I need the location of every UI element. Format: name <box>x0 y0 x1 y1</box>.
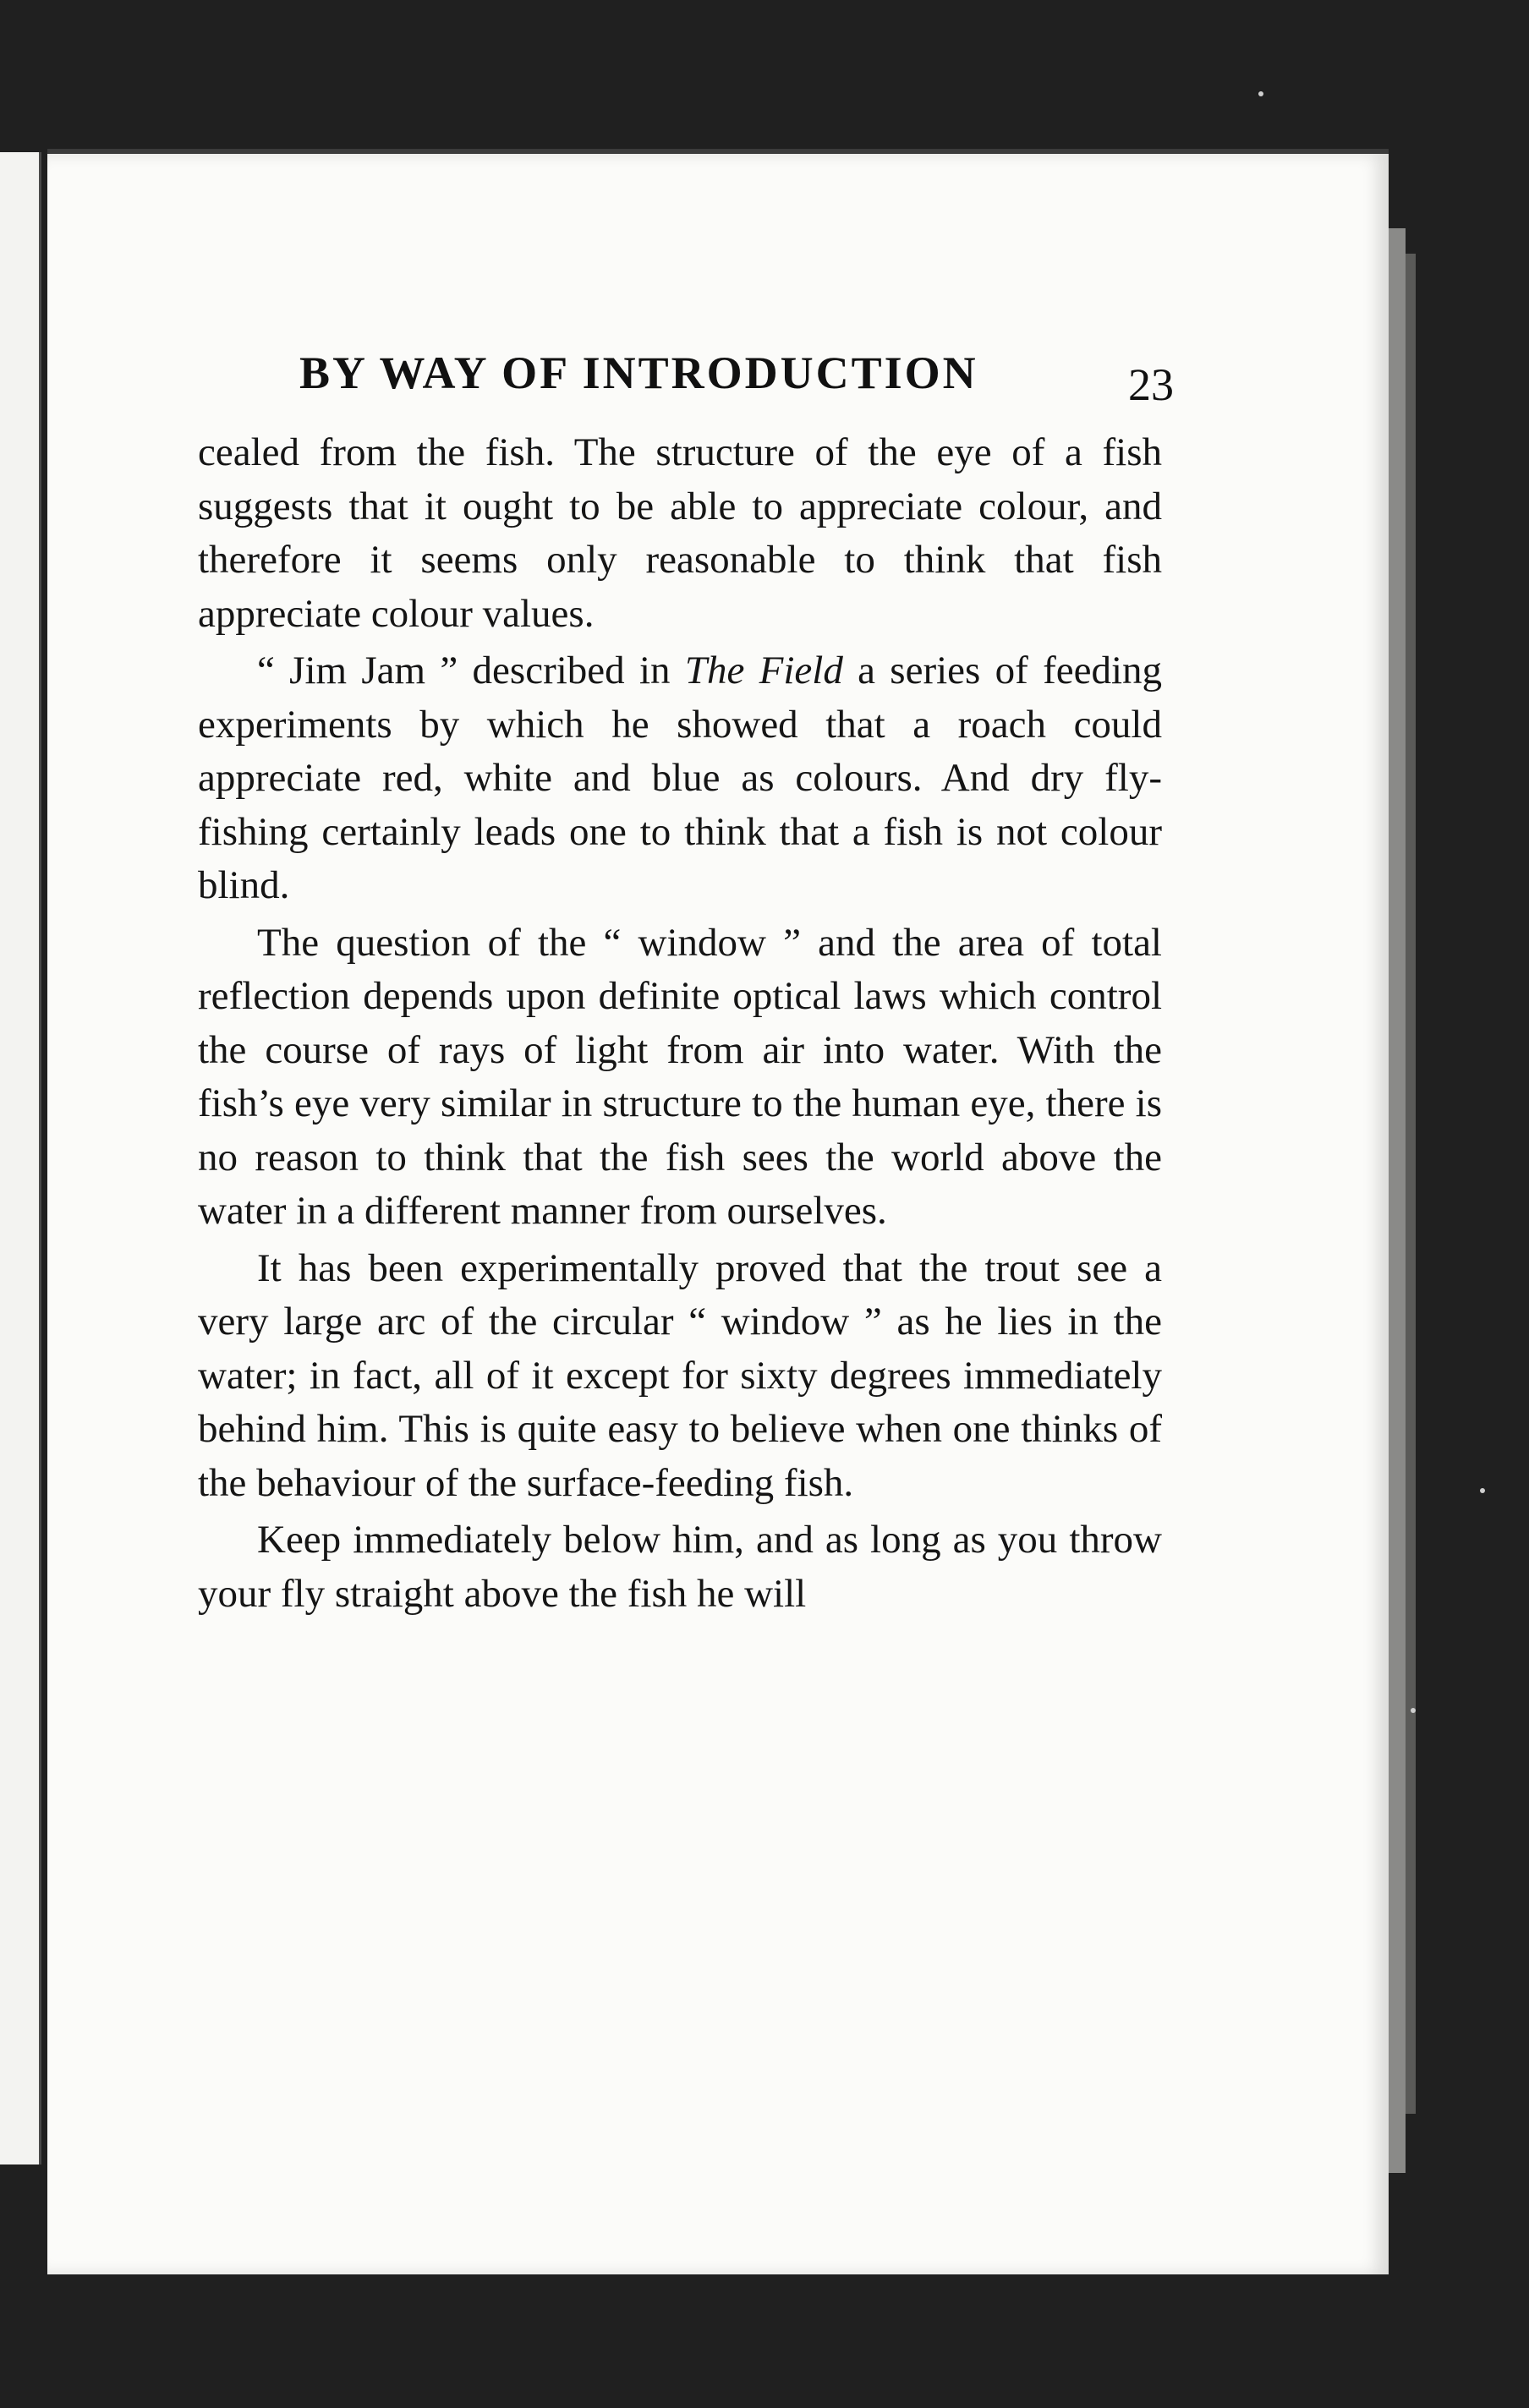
scan-speck <box>1480 1488 1485 1493</box>
page-stack-edge <box>1406 254 1416 2114</box>
body-text <box>198 426 1162 1621</box>
paragraph: The question of the “ window ” and the area of total reflection depends upon definite optical laws which control the course of rays of light from air into water. With the fish’s eye very similar in structure to the human eye, there is no reason to think that the fish sees the world above the water in a different manner from ourselves. <box>198 920 1162 1233</box>
page-number: 23 <box>1128 359 1174 410</box>
book-page <box>47 149 1389 2274</box>
paragraph-text: “ Jim Jam ” described in <box>257 649 671 692</box>
page-stack-edge <box>1387 228 1406 2173</box>
scan-speck <box>1411 1708 1416 1713</box>
paragraph: It has been experimentally proved that the trout see a very large arc of the circular “ window ” as he lies in the water; in fact, all of it except for sixty degrees immediately behind him. This is quite easy to believe when one thinks of the behaviour of the surface-feeding fish. <box>198 1245 1162 1505</box>
scan-speck <box>1258 91 1263 96</box>
publication-title: The Field <box>684 649 843 692</box>
paragraph: Keep immediately below him, and as long as you throw your fly straight above the fish he will <box>198 1518 1162 1616</box>
paragraph: cealed from the fish. The structure of the eye of a fish suggests that it ought to be able to appreciate colour, and therefore it seems only reasonable to think that fish appreciate colour values. <box>198 430 1162 636</box>
running-header <box>299 347 1179 410</box>
paragraph <box>198 644 1162 913</box>
running-title: BY WAY OF INTRODUCTION <box>299 348 978 398</box>
adjacent-page-edge <box>0 152 41 2164</box>
paragraph-text: a series of feeding experiments by which he showed that a roach could appreciate red, white and blue as colours. And dry fly-fishing certainly leads one to think that a fish is not colour blind. <box>198 649 1163 907</box>
